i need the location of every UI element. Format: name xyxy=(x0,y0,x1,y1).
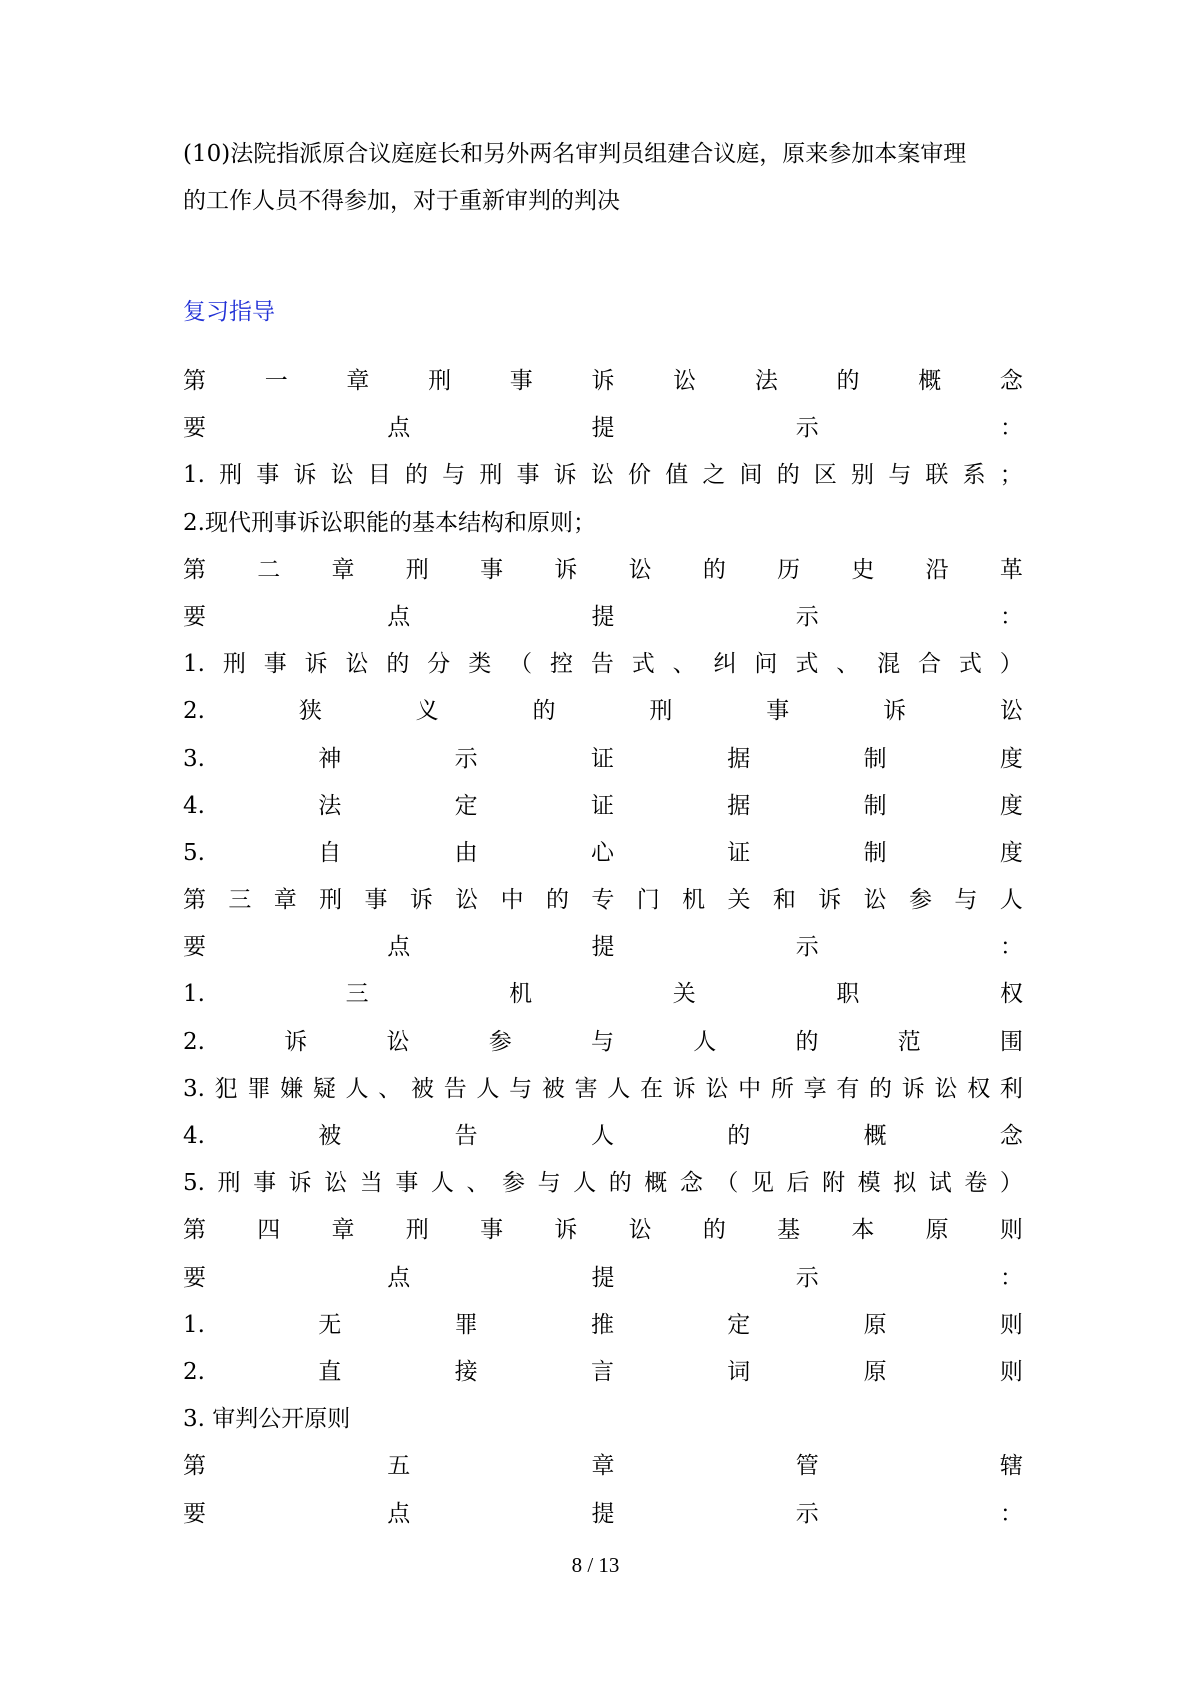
outline-token: 讼 xyxy=(330,462,354,489)
outline-token: 原 xyxy=(925,1217,949,1244)
outline-token: 事 xyxy=(766,698,790,725)
outline-token: 示 xyxy=(795,1264,819,1291)
outline-token: 3. xyxy=(183,1075,205,1102)
outline-token: 被 xyxy=(541,1075,565,1102)
outline-line xyxy=(183,688,1023,735)
outline-token: 度 xyxy=(999,839,1023,866)
outline-token: 机 xyxy=(509,981,533,1008)
outline-token: 权 xyxy=(967,1075,991,1102)
outline-token: 狭 xyxy=(298,698,322,725)
outline-token: 刑 xyxy=(319,887,343,914)
outline-token: 刑 xyxy=(219,462,243,489)
outline-token: 权 xyxy=(1000,981,1023,1008)
outline-token: 无 xyxy=(318,1311,342,1338)
outline-token: 念 xyxy=(999,1123,1023,1149)
outline-content xyxy=(183,358,1023,1538)
outline-token: 的 xyxy=(795,1028,819,1055)
outline-token: 义 xyxy=(415,698,439,725)
outline-token: 人 xyxy=(999,887,1023,914)
outline-token: 示 xyxy=(795,934,819,961)
outline-line xyxy=(183,1443,1023,1490)
outline-line xyxy=(183,547,1023,594)
outline-token: 则 xyxy=(999,1358,1023,1385)
outline-token: 后 xyxy=(786,1170,810,1197)
outline-token: 2. xyxy=(183,1358,205,1385)
outline-token: 职 xyxy=(836,981,860,1008)
outline-token: 史 xyxy=(851,556,875,583)
outline-token: 诉 xyxy=(591,368,615,394)
outline-line xyxy=(183,736,1023,783)
outline-token: 提 xyxy=(591,934,615,961)
outline-token: 与 xyxy=(590,1028,614,1055)
outline-token: 利 xyxy=(999,1075,1023,1102)
outline-token: 证 xyxy=(727,839,751,866)
outline-token: （ xyxy=(715,1170,739,1197)
outline-token: 人 xyxy=(345,1075,369,1102)
outline-token: 提 xyxy=(591,603,615,630)
outline-token: 、 xyxy=(836,651,860,678)
outline-token: 言 xyxy=(590,1358,614,1385)
outline-token: ： xyxy=(1000,1264,1023,1291)
outline-token: 念 xyxy=(999,368,1023,394)
page-number: 8 / 13 xyxy=(571,1553,620,1577)
outline-token: 罪 xyxy=(454,1311,478,1338)
outline-token: 人 xyxy=(476,1075,500,1102)
outline-token: 专 xyxy=(591,887,615,914)
outline-token: 事 xyxy=(516,462,540,489)
outline-token: 由 xyxy=(454,839,478,866)
outline-token: 3. xyxy=(183,745,205,772)
outline-line xyxy=(183,924,1023,971)
outline-token: 纠 xyxy=(713,651,737,678)
outline-token: 与 xyxy=(888,462,912,489)
outline-token: 概 xyxy=(644,1170,668,1197)
outline-token: 讼 xyxy=(386,1028,410,1055)
outline-token: 直 xyxy=(318,1358,342,1385)
outline-token: 、 xyxy=(378,1075,402,1102)
outline-token: 章 xyxy=(331,556,355,583)
outline-token: 诉 xyxy=(288,1170,312,1197)
outline-token: 中 xyxy=(500,887,524,914)
outline-token: 提 xyxy=(591,415,615,442)
outline-token: 事 xyxy=(253,1170,277,1197)
outline-token: 心 xyxy=(590,839,614,866)
outline-token: 刑 xyxy=(428,368,452,394)
outline-token: 制 xyxy=(863,839,887,866)
outline-token: 参 xyxy=(488,1028,512,1055)
outline-token: 据 xyxy=(727,792,751,819)
outline-token: 的 xyxy=(546,887,569,914)
outline-token: 诉 xyxy=(284,1028,308,1055)
outline-line xyxy=(183,405,1023,452)
outline-token: 推 xyxy=(590,1311,614,1338)
outline-token: 诉 xyxy=(304,651,328,678)
outline-token: 事 xyxy=(480,556,504,583)
outline-token: 点 xyxy=(387,415,411,442)
outline-token: 诉 xyxy=(901,1075,925,1102)
outline-line xyxy=(183,594,1023,641)
outline-token: 接 xyxy=(454,1358,478,1385)
outline-token: 三 xyxy=(345,981,369,1008)
outline-token: 告 xyxy=(443,1075,467,1102)
outline-token: 要 xyxy=(183,1500,206,1527)
outline-token: 章 xyxy=(346,368,370,394)
outline-token: 讼 xyxy=(455,887,479,914)
outline-token: 与 xyxy=(537,1170,561,1197)
outline-token: 度 xyxy=(999,745,1023,772)
outline-token: 值 xyxy=(665,462,689,489)
outline-token: 一 xyxy=(264,368,288,394)
outline-token: 1. xyxy=(183,462,205,489)
outline-token: 1. xyxy=(183,981,205,1008)
outline-token: 的 xyxy=(532,698,556,725)
outline-token: 诉 xyxy=(409,887,433,914)
outline-token: 讼 xyxy=(628,1217,652,1244)
outline-token: 2. xyxy=(183,698,205,725)
outline-token: 神 xyxy=(318,745,342,772)
outline-token: 4. xyxy=(183,1123,205,1149)
outline-token: 围 xyxy=(999,1028,1023,1055)
outline-token: 的 xyxy=(727,1123,751,1149)
outline-token: 诉 xyxy=(293,462,317,489)
outline-token: 嫌 xyxy=(280,1075,304,1102)
outline-token: 事 xyxy=(263,651,287,678)
outline-token: 附 xyxy=(822,1170,846,1197)
outline-token: 的 xyxy=(386,651,410,678)
outline-token: 法 xyxy=(318,792,342,819)
outline-token: 害 xyxy=(574,1075,598,1102)
outline-token: 讼 xyxy=(590,462,614,489)
outline-line xyxy=(183,1066,1023,1113)
outline-token: 五 xyxy=(387,1453,411,1480)
outline-token: 诉 xyxy=(554,1217,578,1244)
outline-token: 诉 xyxy=(672,1075,696,1102)
outline-token: 式 xyxy=(958,651,982,678)
outline-token: 见 xyxy=(750,1170,774,1197)
outline-token: 自 xyxy=(318,839,342,866)
outline-token: ； xyxy=(999,462,1023,489)
outline-token: 讼 xyxy=(628,556,652,583)
outline-token: 三 xyxy=(228,887,252,914)
outline-token: 1. xyxy=(183,651,205,678)
outline-token: 制 xyxy=(863,745,887,772)
outline-token: 证 xyxy=(590,745,614,772)
outline-line xyxy=(183,877,1023,924)
outline-token: 参 xyxy=(909,887,932,914)
outline-token: 制 xyxy=(863,792,887,819)
outline-token: 的 xyxy=(404,462,428,489)
outline-token: 关 xyxy=(672,981,696,1008)
outline-line xyxy=(183,358,1023,405)
outline-token: ： xyxy=(1000,603,1023,630)
outline-token: 讼 xyxy=(999,698,1023,725)
outline-token: 告 xyxy=(590,651,614,678)
outline-token: 示 xyxy=(795,1500,819,1527)
outline-token: 混 xyxy=(877,651,901,678)
outline-token: 5. xyxy=(183,839,205,866)
outline-line xyxy=(183,1491,1023,1538)
outline-token: ） xyxy=(999,651,1023,678)
outline-token: 5. xyxy=(183,1170,205,1197)
outline-token: 门 xyxy=(636,887,660,914)
outline-line xyxy=(183,1396,1023,1443)
outline-token: 四 xyxy=(257,1217,281,1244)
outline-token: 词 xyxy=(727,1358,751,1385)
outline-token: 在 xyxy=(640,1075,664,1102)
outline-token: 要 xyxy=(183,603,206,630)
outline-token: 第 xyxy=(183,1217,206,1244)
outline-token: 人 xyxy=(693,1028,717,1055)
outline-token: 据 xyxy=(727,745,751,772)
outline-token: ： xyxy=(1000,1500,1023,1527)
outline-line xyxy=(183,830,1023,877)
outline-token: 事 xyxy=(480,1217,504,1244)
outline-token: 章 xyxy=(273,887,297,914)
outline-token: 点 xyxy=(387,934,411,961)
outline-token: 系 xyxy=(962,462,986,489)
outline-token: ： xyxy=(1000,934,1023,961)
outline-token: 合 xyxy=(917,651,941,678)
outline-token: 基 xyxy=(777,1217,801,1244)
outline-token: 疑 xyxy=(312,1075,336,1102)
outline-line xyxy=(183,783,1023,830)
outline-token: 示 xyxy=(795,415,819,442)
outline-token: 章 xyxy=(591,1453,615,1480)
outline-token: 与 xyxy=(509,1075,533,1102)
outline-token: 诉 xyxy=(553,462,577,489)
outline-token: 与 xyxy=(442,462,466,489)
outline-token: 点 xyxy=(387,1264,411,1291)
outline-line xyxy=(183,1019,1023,1066)
outline-token: 刑 xyxy=(649,698,673,725)
outline-token: 沿 xyxy=(925,556,949,583)
outline-token: 拟 xyxy=(893,1170,917,1197)
outline-token: 事 xyxy=(395,1170,419,1197)
outline-line xyxy=(183,1113,1023,1160)
outline-token: 2.现代刑事诉讼职能的基本结构和原则； xyxy=(183,509,596,536)
outline-line xyxy=(183,971,1023,1018)
outline-token: 念 xyxy=(679,1170,703,1197)
outline-token: 第 xyxy=(183,887,206,914)
outline-token: 的 xyxy=(776,462,800,489)
intro-line-2: 的工作人员不得参加，对于重新审判的判决 xyxy=(183,188,620,214)
outline-token: 诉 xyxy=(883,698,907,725)
outline-token: 提 xyxy=(591,1264,615,1291)
outline-token: 式 xyxy=(631,651,655,678)
outline-token: 要 xyxy=(183,934,206,961)
outline-token: 和 xyxy=(772,887,796,914)
outline-token: 间 xyxy=(739,462,763,489)
outline-token: 当 xyxy=(359,1170,383,1197)
outline-token: 模 xyxy=(857,1170,881,1197)
outline-token: 第 xyxy=(183,556,206,583)
outline-token: 本 xyxy=(851,1217,875,1244)
outline-token: 被 xyxy=(318,1123,342,1149)
outline-token: 刑 xyxy=(217,1170,241,1197)
outline-token: 分 xyxy=(427,651,451,678)
outline-token: 事 xyxy=(509,368,533,394)
outline-token: 式 xyxy=(795,651,819,678)
outline-token: 有 xyxy=(836,1075,860,1102)
outline-token: 的 xyxy=(702,1217,726,1244)
outline-line xyxy=(183,1207,1023,1254)
outline-token: 原 xyxy=(863,1311,887,1338)
outline-token: 试 xyxy=(928,1170,952,1197)
outline-token: 价 xyxy=(628,462,652,489)
outline-token: 定 xyxy=(454,792,478,819)
outline-token: 诉 xyxy=(818,887,842,914)
outline-token: ： xyxy=(1000,415,1023,442)
outline-token: 关 xyxy=(727,887,751,914)
outline-token: 概 xyxy=(918,368,942,394)
outline-token: 类 xyxy=(468,651,492,678)
outline-token: 章 xyxy=(331,1217,355,1244)
outline-token: 刑 xyxy=(405,556,429,583)
outline-token: 则 xyxy=(999,1311,1023,1338)
outline-token: 、 xyxy=(672,651,696,678)
outline-token: 第 xyxy=(183,368,206,394)
outline-line xyxy=(183,1349,1023,1396)
outline-token: （ xyxy=(509,651,533,678)
outline-token: 概 xyxy=(863,1123,887,1149)
outline-token: 讼 xyxy=(673,368,697,394)
outline-line xyxy=(183,1160,1023,1207)
outline-token: 享 xyxy=(803,1075,827,1102)
outline-token: 的 xyxy=(836,368,860,394)
outline-token: 法 xyxy=(754,368,778,394)
outline-token: 犯 xyxy=(214,1075,238,1102)
outline-token: 管 xyxy=(795,1453,819,1480)
review-guide-heading: 复习指导 xyxy=(183,299,275,325)
outline-token: 告 xyxy=(454,1123,478,1149)
outline-token: 机 xyxy=(682,887,706,914)
outline-token: 讼 xyxy=(863,887,887,914)
outline-token: 则 xyxy=(999,1217,1023,1244)
outline-token: 革 xyxy=(999,556,1023,583)
outline-token: 被 xyxy=(410,1075,434,1102)
outline-token: 人 xyxy=(573,1170,597,1197)
outline-token: 中 xyxy=(738,1075,762,1102)
outline-token: 、 xyxy=(466,1170,490,1197)
outline-token: 第 xyxy=(183,1453,206,1480)
outline-token: 提 xyxy=(591,1500,615,1527)
outline-token: 讼 xyxy=(705,1075,729,1102)
outline-token: 讼 xyxy=(345,651,369,678)
outline-token: ） xyxy=(999,1170,1023,1197)
outline-token: 所 xyxy=(770,1075,794,1102)
outline-token: 范 xyxy=(897,1028,921,1055)
outline-token: 定 xyxy=(727,1311,751,1338)
outline-token: 的 xyxy=(869,1075,893,1102)
outline-token: 的 xyxy=(702,556,726,583)
outline-token: 二 xyxy=(257,556,281,583)
outline-token: 示 xyxy=(795,603,819,630)
outline-token: 历 xyxy=(777,556,801,583)
outline-token: 点 xyxy=(387,1500,411,1527)
outline-token: 刑 xyxy=(222,651,246,678)
outline-token: 区 xyxy=(813,462,837,489)
outline-token: 讼 xyxy=(934,1075,958,1102)
outline-token: 示 xyxy=(454,745,478,772)
outline-token: 1. xyxy=(183,1311,205,1338)
outline-token: 人 xyxy=(607,1075,631,1102)
outline-line xyxy=(183,500,1023,547)
outline-token: 的 xyxy=(608,1170,632,1197)
outline-token: 要 xyxy=(183,415,206,442)
outline-token: 刑 xyxy=(405,1217,429,1244)
outline-token: 2. xyxy=(183,1028,205,1055)
outline-line xyxy=(183,452,1023,499)
outline-token: 度 xyxy=(999,792,1023,819)
outline-token: 讼 xyxy=(324,1170,348,1197)
outline-token: 3. 审判公开原则 xyxy=(183,1406,351,1433)
outline-token: 辖 xyxy=(1000,1453,1023,1480)
outline-line xyxy=(183,1302,1023,1349)
outline-token: 联 xyxy=(925,462,949,489)
outline-token: 证 xyxy=(590,792,614,819)
outline-token: 原 xyxy=(863,1358,887,1385)
outline-line xyxy=(183,1255,1023,1302)
outline-token: 别 xyxy=(851,462,875,489)
outline-token: 与 xyxy=(954,887,978,914)
outline-token: 人 xyxy=(430,1170,454,1197)
outline-token: 目 xyxy=(367,462,391,489)
outline-token: 罪 xyxy=(247,1075,271,1102)
outline-token: 诉 xyxy=(554,556,578,583)
outline-token: 人 xyxy=(590,1123,614,1149)
outline-token: 刑 xyxy=(479,462,503,489)
outline-token: 4. xyxy=(183,792,205,819)
outline-token: 控 xyxy=(549,651,573,678)
outline-token: 问 xyxy=(754,651,778,678)
outline-token: 参 xyxy=(502,1170,526,1197)
outline-line xyxy=(183,641,1023,688)
outline-token: 事 xyxy=(364,887,388,914)
outline-token: 点 xyxy=(387,603,411,630)
outline-token: 卷 xyxy=(964,1170,988,1197)
intro-line-1: (10)法院指派原合议庭庭长和另外两名审判员组建合议庭，原来参加本案审理 xyxy=(183,141,967,167)
outline-token: 要 xyxy=(183,1264,206,1291)
outline-token: 之 xyxy=(702,462,726,489)
outline-token: 事 xyxy=(256,462,280,489)
